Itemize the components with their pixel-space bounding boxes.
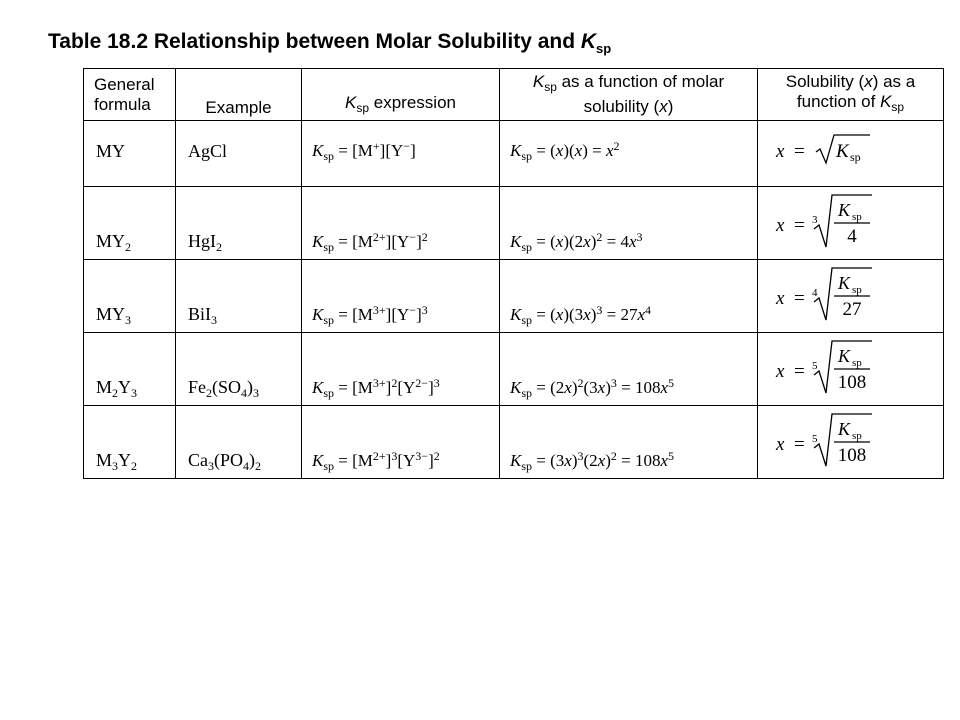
example-compound: $Ca_3(PO_4)_2$ — [188, 450, 262, 473]
equals-sign: = — [532, 451, 551, 470]
cell-ksp-expression — [302, 406, 500, 479]
x-symbol: x — [776, 360, 785, 382]
cell-ksp-function — [500, 406, 758, 479]
ksp-k: K — [510, 451, 522, 470]
ksp-k: K — [838, 199, 851, 220]
ksp-sub: sp — [521, 149, 533, 163]
ksp-k: K — [312, 378, 324, 397]
ksp-sub: sp — [852, 283, 862, 296]
cell-solubility — [758, 406, 944, 479]
ksp-sub: sp — [521, 313, 533, 327]
cell-ksp-expression — [302, 260, 500, 333]
cell-general-formula — [84, 333, 176, 406]
equals-sign: = — [794, 287, 805, 309]
header-ksp-expression: $K_{sp}$ expression — [302, 69, 500, 121]
table-row — [84, 260, 944, 333]
ksp-k: K — [510, 141, 522, 160]
ksp-function: $K_{sp} = (3x)^3(2x)^2 = 108x^5$ — [510, 449, 675, 473]
cell-general-formula — [84, 260, 176, 333]
title-k: K — [580, 30, 597, 53]
equals-sign: = — [334, 232, 353, 251]
root-index: 5 — [812, 359, 818, 372]
general-formula: $M_2Y_3$ — [96, 377, 138, 400]
ksp-k: K — [510, 305, 522, 324]
header-general-formula: General formula — [84, 69, 176, 121]
solubility-table — [83, 68, 944, 479]
ksp-k: K — [312, 305, 324, 324]
denominator: 27 — [842, 298, 862, 320]
equals-sign: = — [334, 451, 353, 470]
example-compound: HgI$_2$ — [188, 231, 222, 254]
cell-general-formula — [84, 121, 176, 187]
equals-sign: = — [794, 360, 805, 382]
cell-example — [176, 333, 302, 406]
ksp-sub: sp — [323, 149, 335, 163]
ksp-k: K — [510, 378, 522, 397]
ksp-k: K — [838, 345, 851, 366]
ksp-expression: $K_{sp} = [M^{3+}]^2[Y^{2-}]^3$ — [312, 376, 440, 400]
equals-sign: = — [794, 214, 805, 236]
table-row — [84, 333, 944, 406]
cell-ksp-function — [500, 187, 758, 260]
ksp-sub: sp — [323, 459, 335, 473]
table-row — [84, 121, 944, 187]
ksp-sub: sp — [323, 313, 335, 327]
table-title — [48, 30, 611, 56]
ksp-k: K — [838, 272, 851, 293]
general-formula: $MY_3$ — [96, 304, 132, 327]
cell-ksp-function — [500, 333, 758, 406]
cell-ksp-expression — [302, 333, 500, 406]
ksp-sub: sp — [521, 459, 533, 473]
ksp-k: K — [510, 232, 522, 251]
ksp-sub: sp — [850, 150, 861, 164]
solubility-formula — [774, 121, 924, 181]
denominator: 4 — [847, 225, 857, 247]
header-ksp-function: $K_{sp}$ as a function of molar solubility (x) — [500, 69, 758, 121]
ksp-k: K — [836, 141, 849, 162]
ksp-sub: sp — [521, 240, 533, 254]
ksp-function: $K_{sp} = (2x)^2(3x)^3 = 108x^5$ — [510, 376, 675, 400]
denominator: 108 — [837, 444, 867, 466]
general-formula: $MY_2$ — [96, 231, 132, 254]
ksp-expression: $K_{sp} = [M^{3+}][Y^-]^3$ — [312, 303, 428, 327]
ksp-k: K — [312, 451, 324, 470]
ksp-sub: sp — [323, 386, 335, 400]
equals-sign: = — [532, 232, 551, 251]
x-symbol: x — [776, 287, 785, 309]
example-compound: $Fe_2(SO_4)_3$ — [188, 377, 260, 400]
root-index: 3 — [812, 213, 818, 226]
cell-ksp-expression — [302, 121, 500, 187]
ksp-sub: sp — [852, 356, 862, 369]
solubility-formula — [774, 337, 924, 397]
ksp-function: $K_{sp} = (x)(3x)^3 = 27x^4$ — [510, 303, 652, 327]
ksp-k: K — [312, 141, 324, 160]
root-index: 5 — [812, 432, 818, 445]
ksp-function: $K_{sp} = (x)(2x)^2 = 4x^3$ — [510, 230, 643, 254]
x-symbol: x — [776, 433, 785, 455]
equals-sign: = — [794, 433, 805, 455]
header-example: Example — [176, 69, 302, 121]
example-compound: BiI$_3$ — [188, 304, 218, 327]
cell-solubility — [758, 187, 944, 260]
equals-sign: = — [532, 378, 551, 397]
x-symbol: x — [776, 141, 785, 162]
equals-sign: = — [334, 378, 353, 397]
ksp-k: K — [312, 232, 324, 251]
ksp-expression: $K_{sp} = [M^{2+}][Y^-]^2$ — [312, 230, 428, 254]
cell-solubility — [758, 260, 944, 333]
equals-sign: = — [794, 141, 805, 162]
ksp-k: K — [838, 418, 851, 439]
cell-ksp-function — [500, 260, 758, 333]
cell-solubility — [758, 121, 944, 187]
cell-solubility — [758, 333, 944, 406]
solubility-formula — [774, 191, 924, 251]
x-symbol: x — [776, 214, 785, 236]
cell-ksp-expression — [302, 187, 500, 260]
cell-ksp-function — [500, 121, 758, 187]
denominator: 108 — [837, 371, 867, 393]
header-row — [84, 69, 944, 121]
cell-general-formula — [84, 406, 176, 479]
equals-sign: = — [334, 305, 353, 324]
equals-sign: = — [532, 141, 551, 160]
ksp-function: $K_{sp} = (x)(x) = x^2$ — [510, 139, 620, 163]
cell-example — [176, 187, 302, 260]
ksp-sub: sp — [852, 210, 862, 223]
root-index: 4 — [812, 286, 818, 299]
equals-sign: = — [532, 305, 551, 324]
header-solubility: Solubility (x) as a function of $K_{sp}$ — [758, 69, 944, 121]
ksp-sub: sp — [852, 429, 862, 442]
solubility-formula — [774, 264, 924, 324]
cell-general-formula — [84, 187, 176, 260]
ksp-sub: sp — [323, 240, 335, 254]
table-row — [84, 187, 944, 260]
title-k-sub: sp — [596, 41, 612, 56]
cell-example — [176, 260, 302, 333]
ksp-expression: $K_{sp} = [M^{2+}]^3[Y^{3-}]^2$ — [312, 449, 440, 473]
table-row — [84, 406, 944, 479]
general-formula: $M_3Y_2$ — [96, 450, 138, 473]
ksp-sub: sp — [521, 386, 533, 400]
equals-sign: = — [334, 141, 353, 160]
general-formula: MY — [96, 141, 126, 161]
cell-example — [176, 121, 302, 187]
ksp-expression: $K_{sp} = [M^+][Y^-]$ — [312, 139, 416, 163]
example-compound: AgCl — [188, 141, 228, 161]
cell-example — [176, 406, 302, 479]
title-text: Table 18.2 Relationship between Molar Solubility and — [48, 30, 581, 53]
solubility-formula — [774, 410, 924, 470]
